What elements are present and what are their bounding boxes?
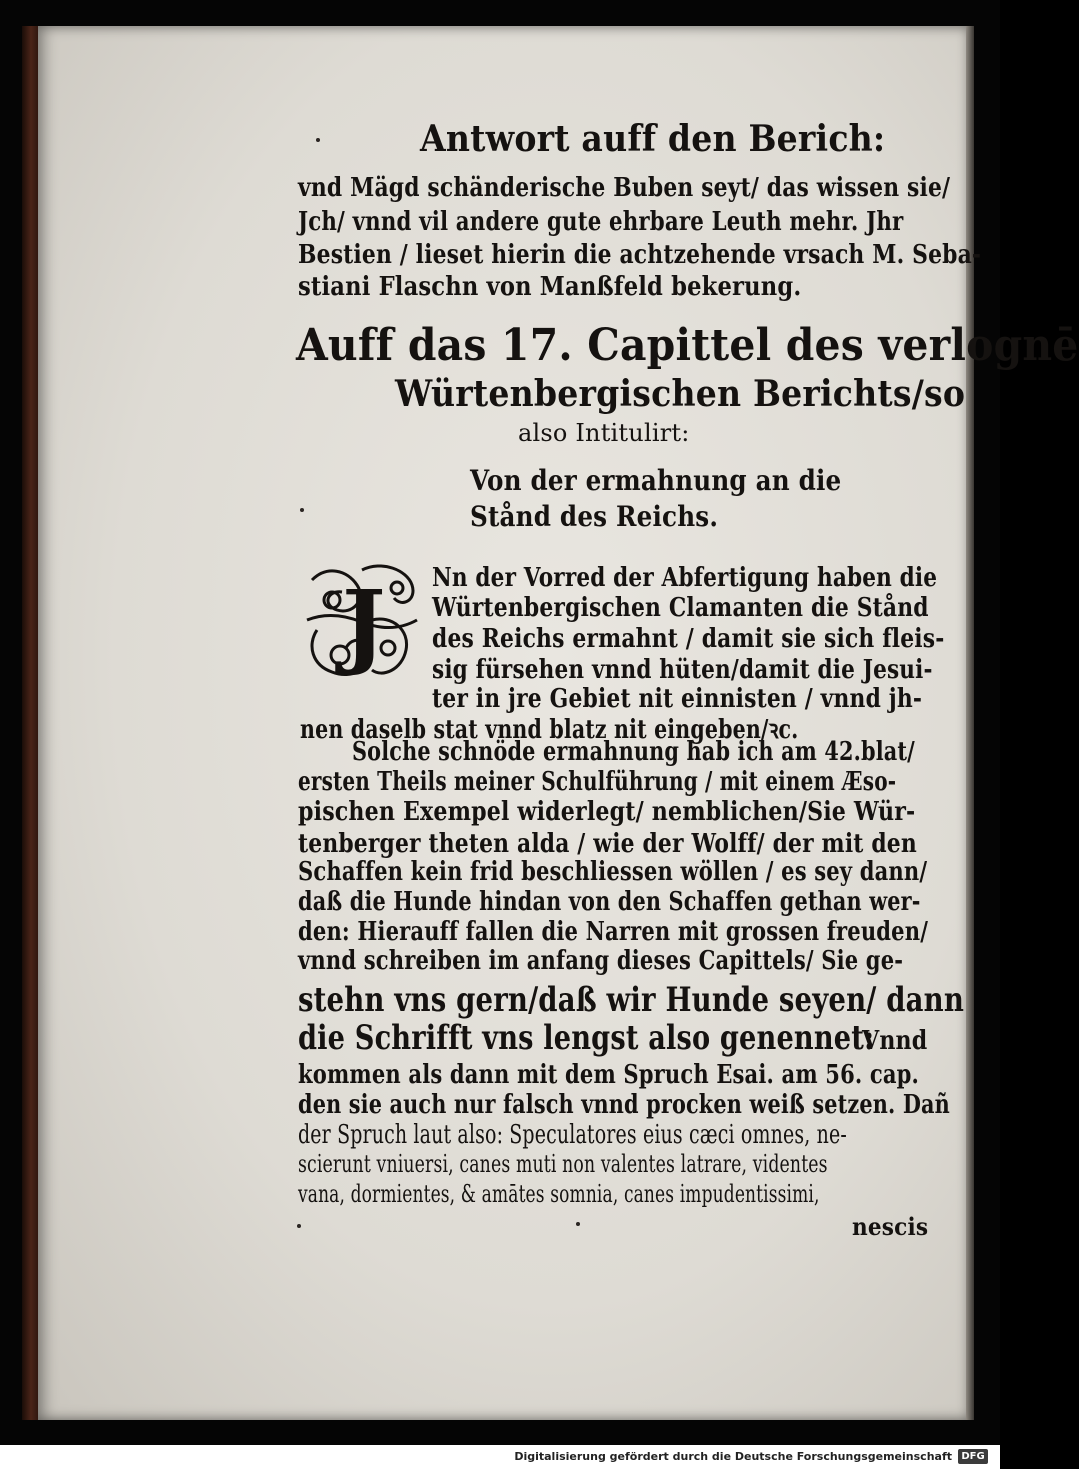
page-edge <box>966 26 974 1420</box>
body-line: Schaffen kein frid beschliessen wöllen / es sey dann/ <box>298 857 928 887</box>
emphasis-line: die Schrifft vns lengst also genennet: <box>298 1018 875 1058</box>
print-speck <box>297 1224 301 1228</box>
body-line: scierunt vniuersi, canes muti non valentes latrare, videntes <box>298 1150 828 1178</box>
body-line: den sie auch nur falsch vnnd procken weiß setzen. Dañ <box>298 1090 950 1120</box>
body-line: Vnnd <box>862 1026 928 1056</box>
body-line: Nn der Vorred der Abfertigung haben die <box>432 563 938 593</box>
body-line: vana, dormientes, & amātes somnia, canes impudentissimi, <box>298 1180 820 1208</box>
body-line: vnnd schreiben im anfang dieses Capittels/ Sie ge- <box>298 946 904 976</box>
body-line: nen daselb stat vnnd blatz nit eingeben/ꝛc. <box>300 715 799 745</box>
body-line: des Reichs ermahnt / damit sie sich fleis- <box>432 624 945 654</box>
chapter-heading: Auff das 17. Capittel des verlognē <box>296 320 1079 371</box>
body-line: ter in jre Gebiet nit einnisten / vnnd jh- <box>432 684 923 714</box>
body-line: pischen Exempel widerlegt/ nemblichen/Sie Wür- <box>298 797 916 827</box>
print-speck <box>316 138 320 142</box>
body-line: sig fürsehen vnnd hüten/damit die Jesui- <box>432 655 933 685</box>
body-line: Solche schnöde ermahnung hab ich am 42.blat/ <box>352 737 915 767</box>
body-line: der Spruch laut also: Speculatores eius cæci omnes, ne- <box>298 1120 847 1150</box>
body-line: daß die Hunde hindan von den Schaffen gethan wer- <box>298 887 921 917</box>
funding-credit: Digitalisierung gefördert durch die Deutsche Forschungsgemeinschaft <box>514 1450 952 1463</box>
body-line: Bestien / lieset hierin die achtzehende vrsach M. Seba- <box>298 240 982 270</box>
decorated-initial-ornament <box>302 560 422 688</box>
running-head: Antwort auff den Berich: <box>420 118 886 160</box>
drop-cap-letter: J <box>342 570 386 678</box>
body-line: ersten Theils meiner Schulführung / mit einem Æso- <box>298 767 897 797</box>
chapter-heading-line3: also Intitulirt: <box>518 419 690 447</box>
body-line: tenberger theten alda / wie der Wolff/ der mit den <box>298 829 917 859</box>
body-line: stiani Flaschn von Manßfeld bekerung. <box>298 272 802 302</box>
chapter-heading-line2: Würtenbergischen Berichts/so <box>395 373 966 415</box>
body-line: Jch/ vnnd vil andere gute ehrbare Leuth mehr. Jhr <box>298 207 904 237</box>
decorated-initial <box>302 560 422 688</box>
emphasis-line: stehn vns gern/daß wir Hunde seyen/ dann <box>298 980 965 1020</box>
catchword: nescis <box>852 1212 929 1241</box>
body-line: Würtenbergischen Clamanten die Stånd <box>432 593 929 623</box>
body-line: vnd Mägd schänderische Buben seyt/ das wissen sie/ <box>298 173 951 203</box>
print-speck <box>300 508 304 512</box>
body-line: den: Hierauff fallen die Narren mit grossen freuden/ <box>298 917 929 947</box>
print-speck <box>576 1222 580 1226</box>
dfg-logo: DFG <box>958 1449 988 1464</box>
body-line: kommen als dann mit dem Spruch Esai. am 56. cap. <box>298 1060 920 1090</box>
section-subtitle-line2: Stånd des Reichs. <box>470 500 719 533</box>
footer-bar <box>0 1445 1000 1469</box>
section-subtitle: Von der ermahnung an die <box>470 464 842 497</box>
